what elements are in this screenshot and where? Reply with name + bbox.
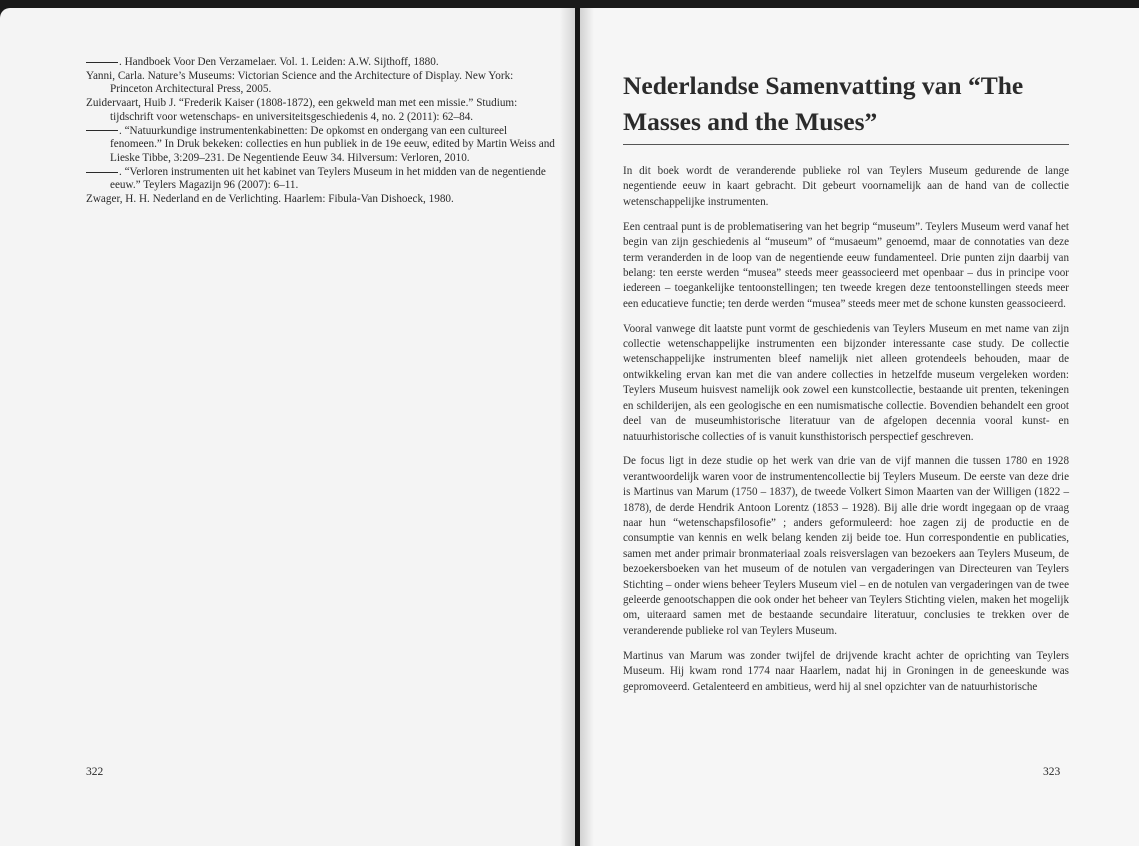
bibliography-entry: . Handboek Voor Den Verzamelaer. Vol. 1. Leiden: A.W. Sijthoff, 1880. bbox=[86, 56, 556, 70]
paragraph: Een centraal punt is de problematisering van het begrip “museum”. Teylers Museum werd vanaf het begin van zijn geschiedenis al “museum” of “musaeum” genoemd, maar de connotaties van deze term veranderden in de loop van de negentiende eeuw fundamenteel. Drie punten zijn daarbij van belang: ten eerste werden “musea” steeds meer geassocieerd met openbaar – dus in principe voor iedereen – toegankelijke tentoonstellingen; ten tweede kregen deze tentoonstellingen steeds meer een educatieve functie; ten derde werden “musea” steeds meer met de schone kunsten geassocieerd. bbox=[623, 220, 1069, 310]
book-gutter bbox=[560, 8, 580, 846]
book-gutter-right bbox=[580, 8, 594, 846]
repeat-author-dash bbox=[86, 62, 118, 63]
bibliography-entry: Zwager, H. H. Nederland en de Verlichting. Haarlem: Fibula-Van Dishoeck, 1980. bbox=[86, 193, 454, 206]
title-rule bbox=[623, 144, 1069, 145]
paragraph: In dit boek wordt de veranderende publieke rol van Teylers Museum gedurende de lange negentiende eeuw in kaart gebracht. Dit gebeurt voornamelijk aan de hand van de collectie wetenschappelijke instrumenten. bbox=[623, 165, 1069, 208]
summary-body bbox=[623, 164, 1069, 705]
repeat-author-dash bbox=[86, 130, 118, 131]
paragraph: De focus ligt in deze studie op het werk van drie van de vijf mannen die tussen 1780 en 1928 verantwoordelijk waren voor de instrumentencollectie bij Teylers Museum. De eerste van deze drie is Martinus van Marum (1750 – 1837), de tweede Volkert Simon Maarten van der Willigen (1822 – 1878), de derde Hendrik Antoon Lorentz (1853 – 1928). Bij alle drie wordt ingegaan op de vraag naar hun “wetenschapsfilosofie” ; anders geformuleerd: hoe zagen zij de productie en de consumptie van kennis en welk belang kenden zij beide toe. Hun correspondentie en publicaties, samen met ander primair bronmateriaal zoals reisverslagen van bezoekers aan Teylers Museum, de bezoekersboeken van het museum of de notulen van vergaderingen van Directeuren van Teylers Stichting – onder wiens beheer Teylers Museum viel – en de notulen van vergaderingen van de twee geleerde genootschappen die ook onder het beheer van Teylers Stichting vielen, maken het mogelijk om, uiteraard samen met de bestaande secundaire literatuur, conclusies te trekken over de veranderende publieke rol van Teylers Museum. bbox=[623, 455, 1069, 637]
page-number-right: 323 bbox=[1043, 766, 1061, 778]
repeat-author-dash bbox=[86, 172, 118, 173]
bibliography-entry: Zuidervaart, Huib J. “Frederik Kaiser (1808-1872), een gekweld man met een missie.” Studium: tijdschrift voor wetenschaps- en universiteitsgeschiedenis 4, no. 2 (2011): 62–84. bbox=[86, 97, 518, 123]
bibliography-entry: . “Natuurkundige instrumentenkabinetten: De opkomst en ondergang van een cultureel fenomeen.” In Druk bekeken: collecties en hun publiek in de 19e eeuw, edited by Martin Weiss and Lieske Tibbe, 3:209–231. De Negentiende Eeuw 34. Hilversum: Verloren, 2010. bbox=[86, 125, 556, 166]
paragraph: Vooral vanwege dit laatste punt vormt de geschiedenis van Teylers Museum en met name van zijn collectie wetenschappelijke instrumenten een bijzonder interessante case study. De collectie wetenschappelijke instrumenten bleef namelijk niet alleen grotendeels behouden, maar de ontwikkeling ervan kan met die van andere collecties in hetzelfde museum vergeleken worden: Teylers Museum huisvest namelijk ook zowel een kunstcollectie, bestaande uit prenten, tekeningen en schilderijen, als een geologische en een numismatische collectie. Bovendien behandelt een groot deel van de museumhistorische literatuur van de afgelopen decennia vooral kunst- en natuurhistorische collecties of is vanuit kunsthistorisch perspectief geschreven. bbox=[623, 322, 1069, 443]
paragraph: Martinus van Marum was zonder twijfel de drijvende kracht achter de oprichting van Teylers Museum. Hij kwam rond 1774 naar Haarlem, nadat hij in Groningen in de geneeskunde was gepromoveerd. Getalenteerd en ambitieus, werd hij al snel opzichter van de natuurhistorische bbox=[623, 649, 1069, 693]
page-number-left: 322 bbox=[86, 766, 104, 778]
bibliography-entry: Yanni, Carla. Nature’s Museums: Victorian Science and the Architecture of Display. New York: Princeton Architectural Press, 2005. bbox=[86, 69, 514, 96]
bibliography-list bbox=[86, 56, 556, 207]
chapter-title: Nederlandse Samenvatting van “The Masses and the Muses” bbox=[623, 71, 1024, 136]
bibliography-entry: . “Verloren instrumenten uit het kabinet van Teylers Museum in het midden van de negentiende eeuw.” Teylers Magazijn 96 (2007): 6–11. bbox=[86, 166, 556, 193]
